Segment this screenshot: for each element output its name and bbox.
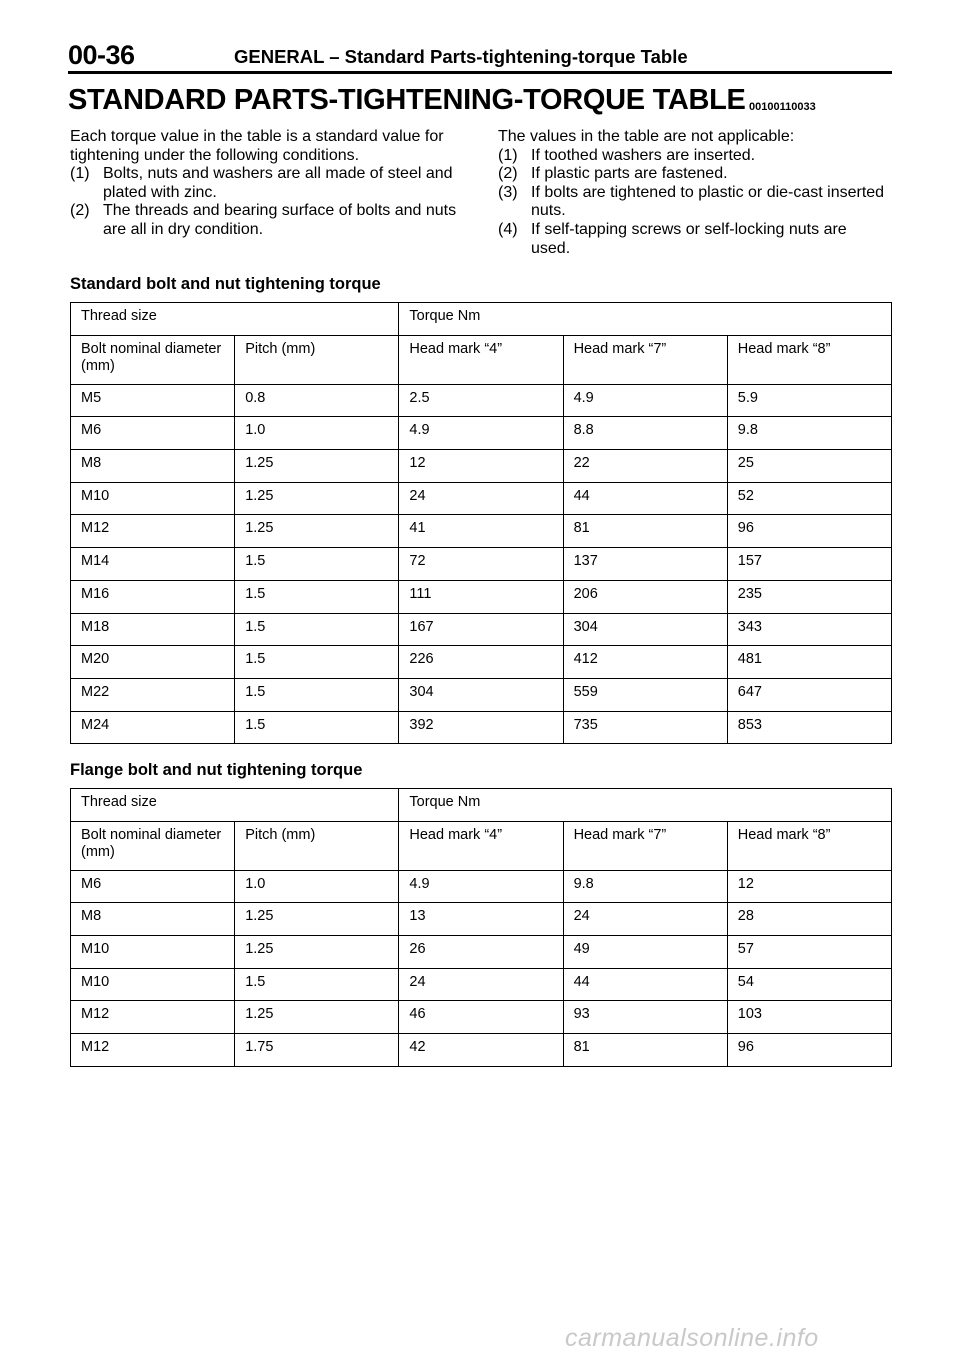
table-cell: 93 xyxy=(563,1001,727,1034)
table-cell: 304 xyxy=(399,678,563,711)
exception-item xyxy=(498,221,890,258)
table-cell: M10 xyxy=(71,936,235,969)
table-cell: 54 xyxy=(727,968,891,1001)
item-number: (1) xyxy=(70,165,90,183)
table-cell: M8 xyxy=(71,450,235,483)
table-cell: 24 xyxy=(399,968,563,1001)
table-cell: 103 xyxy=(727,1001,891,1034)
table-cell: 853 xyxy=(727,711,891,744)
table-cell: 4.9 xyxy=(399,870,563,903)
table-cell: 1.5 xyxy=(235,548,399,581)
table-cell: 1.25 xyxy=(235,482,399,515)
intro-right-text: The values in the table are not applicable: xyxy=(498,128,795,145)
table-cell: 24 xyxy=(399,482,563,515)
table-row xyxy=(71,450,892,483)
table-row xyxy=(71,548,892,581)
intro-right-column xyxy=(498,128,890,258)
table-row xyxy=(71,870,892,903)
table-cell: 735 xyxy=(563,711,727,744)
item-number: (1) xyxy=(498,146,518,164)
table-cell: M8 xyxy=(71,903,235,936)
table-row xyxy=(71,417,892,450)
table-cell: 1.25 xyxy=(235,936,399,969)
column-header: Head mark “8” xyxy=(727,335,891,384)
table-cell: 4.9 xyxy=(399,417,563,450)
intro-left-column xyxy=(70,128,462,240)
table-row xyxy=(71,515,892,548)
table-cell: 1.5 xyxy=(235,613,399,646)
section-title: STANDARD PARTS-TIGHTENING-TORQUE TABLE xyxy=(68,84,746,116)
table-cell: M12 xyxy=(71,1001,235,1034)
column-header: Head mark “4” xyxy=(399,335,563,384)
item-text: The threads and bearing surface of bolts and nuts are all in dry condition. xyxy=(103,202,457,238)
table-cell: 167 xyxy=(399,613,563,646)
table-cell: 41 xyxy=(399,515,563,548)
item-text: If self-tapping screws or self-locking nuts are used. xyxy=(531,220,847,257)
item-text: If bolts are tightened to plastic or die-cast inserted nuts. xyxy=(531,183,885,220)
column-header: Head mark “8” xyxy=(727,821,891,870)
condition-item xyxy=(70,165,462,202)
table-row xyxy=(71,482,892,515)
intro-left-text: Each torque value in the table is a standard value for tightening under the following conditions. xyxy=(70,128,444,164)
thread-size-header: Thread size xyxy=(71,789,399,822)
torque-header: Torque Nm xyxy=(399,789,892,822)
table-cell: 26 xyxy=(399,936,563,969)
header-title: GENERAL – Standard Parts-tightening-torque Table xyxy=(234,46,688,67)
header-rule xyxy=(68,71,892,74)
table-cell: 304 xyxy=(563,613,727,646)
table-cell: 72 xyxy=(399,548,563,581)
table-cell: 1.0 xyxy=(235,417,399,450)
exception-item xyxy=(498,147,890,166)
table-cell: 9.8 xyxy=(727,417,891,450)
table-cell: M10 xyxy=(71,968,235,1001)
table-row xyxy=(71,903,892,936)
group-header-row xyxy=(71,789,892,822)
table-cell: M5 xyxy=(71,384,235,417)
flange-table-heading: Flange bolt and nut tightening torque xyxy=(70,761,363,779)
standard-torque-table xyxy=(70,302,892,744)
table-cell: M10 xyxy=(71,482,235,515)
table-cell: 1.75 xyxy=(235,1034,399,1067)
item-number: (2) xyxy=(70,202,90,220)
table-cell: 13 xyxy=(399,903,563,936)
table-cell: 1.25 xyxy=(235,450,399,483)
page-number: 00-36 xyxy=(68,40,135,70)
item-number: (2) xyxy=(498,165,518,183)
table-cell: 12 xyxy=(399,450,563,483)
table-cell: 1.0 xyxy=(235,870,399,903)
table-cell: 559 xyxy=(563,678,727,711)
table-cell: 1.25 xyxy=(235,515,399,548)
table-cell: 24 xyxy=(563,903,727,936)
table-cell: 647 xyxy=(727,678,891,711)
table-row xyxy=(71,711,892,744)
column-header-row xyxy=(71,335,892,384)
table-cell: 28 xyxy=(727,903,891,936)
document-code: 00100110033 xyxy=(749,101,816,113)
table-cell: 44 xyxy=(563,482,727,515)
table-cell: 8.8 xyxy=(563,417,727,450)
table-cell: M6 xyxy=(71,870,235,903)
table-cell: 22 xyxy=(563,450,727,483)
column-header: Bolt nominal diameter (mm) xyxy=(71,335,235,384)
watermark: carmanualsonline.info xyxy=(565,1324,819,1352)
table-cell: 226 xyxy=(399,646,563,679)
exception-item xyxy=(498,184,890,221)
table-cell: 46 xyxy=(399,1001,563,1034)
condition-item xyxy=(70,202,462,239)
table-cell: 57 xyxy=(727,936,891,969)
group-header-row xyxy=(71,303,892,336)
table-cell: 1.5 xyxy=(235,678,399,711)
table-cell: 5.9 xyxy=(727,384,891,417)
table-cell: M24 xyxy=(71,711,235,744)
standard-table-heading: Standard bolt and nut tightening torque xyxy=(70,275,381,293)
table-cell: 0.8 xyxy=(235,384,399,417)
table-row xyxy=(71,968,892,1001)
table-cell: 4.9 xyxy=(563,384,727,417)
column-header: Pitch (mm) xyxy=(235,335,399,384)
table-row xyxy=(71,580,892,613)
table-cell: 49 xyxy=(563,936,727,969)
table-cell: 137 xyxy=(563,548,727,581)
item-number: (4) xyxy=(498,220,518,238)
table-cell: 12 xyxy=(727,870,891,903)
standard-table-body xyxy=(71,303,892,744)
table-cell: 1.5 xyxy=(235,711,399,744)
table-cell: M12 xyxy=(71,515,235,548)
table-cell: 9.8 xyxy=(563,870,727,903)
table-cell: 52 xyxy=(727,482,891,515)
table-row xyxy=(71,1001,892,1034)
thread-size-header: Thread size xyxy=(71,303,399,336)
column-header: Bolt nominal diameter (mm) xyxy=(71,821,235,870)
table-cell: 206 xyxy=(563,580,727,613)
table-cell: 96 xyxy=(727,1034,891,1067)
table-row xyxy=(71,1034,892,1067)
table-cell: 25 xyxy=(727,450,891,483)
table-cell: 1.5 xyxy=(235,580,399,613)
column-header-row xyxy=(71,821,892,870)
table-cell: 111 xyxy=(399,580,563,613)
table-row xyxy=(71,646,892,679)
table-cell: 392 xyxy=(399,711,563,744)
table-cell: 81 xyxy=(563,515,727,548)
table-row xyxy=(71,384,892,417)
table-cell: M14 xyxy=(71,548,235,581)
table-cell: M22 xyxy=(71,678,235,711)
table-cell: 1.5 xyxy=(235,968,399,1001)
table-cell: 1.25 xyxy=(235,1001,399,1034)
exception-item xyxy=(498,165,890,184)
item-text: If toothed washers are inserted. xyxy=(531,146,756,164)
table-cell: M16 xyxy=(71,580,235,613)
item-text: If plastic parts are fastened. xyxy=(531,165,728,183)
item-text: Bolts, nuts and washers are all made of steel and plated with zinc. xyxy=(103,165,453,201)
item-number: (3) xyxy=(498,183,518,201)
table-cell: M12 xyxy=(71,1034,235,1067)
table-cell: M18 xyxy=(71,613,235,646)
table-cell: 1.25 xyxy=(235,903,399,936)
table-cell: 343 xyxy=(727,613,891,646)
column-header: Head mark “7” xyxy=(563,821,727,870)
table-row xyxy=(71,613,892,646)
column-header: Pitch (mm) xyxy=(235,821,399,870)
column-header: Head mark “7” xyxy=(563,335,727,384)
table-row xyxy=(71,936,892,969)
table-cell: 481 xyxy=(727,646,891,679)
flange-table-body xyxy=(71,789,892,1067)
table-cell: M6 xyxy=(71,417,235,450)
table-cell: 412 xyxy=(563,646,727,679)
flange-torque-table xyxy=(70,788,892,1067)
table-cell: 96 xyxy=(727,515,891,548)
table-cell: 235 xyxy=(727,580,891,613)
table-cell: M20 xyxy=(71,646,235,679)
column-header: Head mark “4” xyxy=(399,821,563,870)
table-row xyxy=(71,678,892,711)
table-cell: 42 xyxy=(399,1034,563,1067)
table-cell: 1.5 xyxy=(235,646,399,679)
table-cell: 157 xyxy=(727,548,891,581)
table-cell: 2.5 xyxy=(399,384,563,417)
torque-header: Torque Nm xyxy=(399,303,892,336)
table-cell: 81 xyxy=(563,1034,727,1067)
table-cell: 44 xyxy=(563,968,727,1001)
